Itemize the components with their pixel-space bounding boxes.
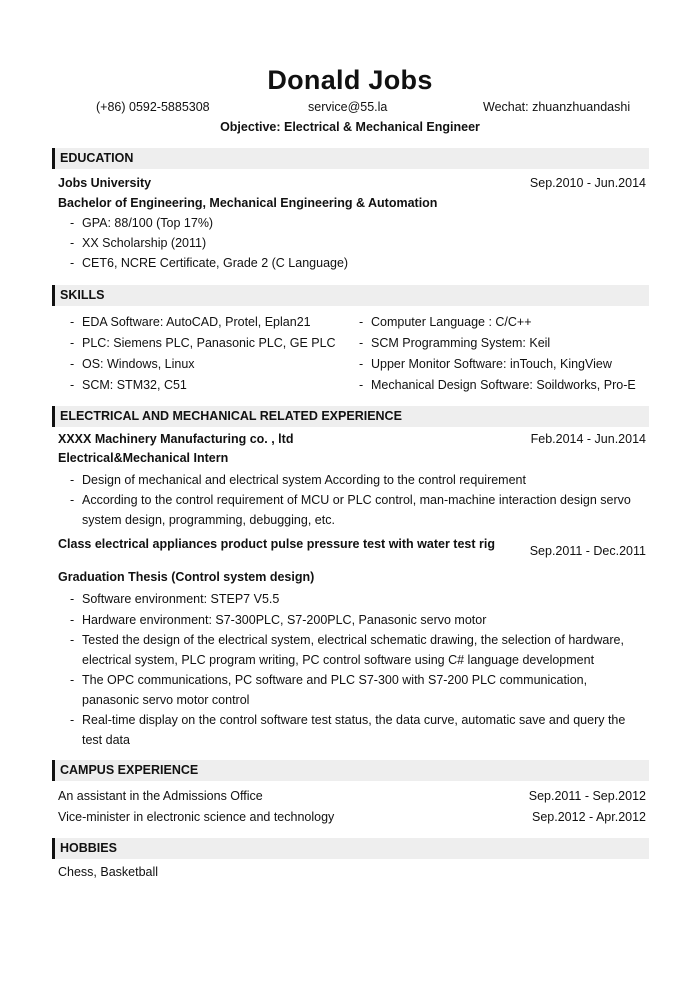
list-item <box>70 213 640 233</box>
section-header-education <box>52 148 649 169</box>
skill-text: Upper Monitor Software: inTouch, KingView <box>371 357 612 371</box>
campus-dates: Sep.2012 - Apr.2012 <box>532 810 646 824</box>
list-item <box>70 710 640 750</box>
bullet-dash: - <box>70 336 75 350</box>
list-item-text: CET6, NCRE Certificate, Grade 2 (C Language) <box>82 256 349 270</box>
bullet-dash: - <box>70 236 75 250</box>
skill-item <box>359 312 639 332</box>
job-dates: Sep.2011 - Dec.2011 <box>529 544 646 558</box>
campus-role: An assistant in the Admissions Office <box>58 789 263 803</box>
list-item <box>70 610 640 630</box>
contact-line <box>52 98 648 118</box>
bullet-dash: - <box>70 633 75 647</box>
bullet-dash: - <box>70 256 75 270</box>
bullet-dash: - <box>70 673 75 687</box>
list-item-text: According to the control requirement of MCU or PLC control, man-machine interaction design servo system design, programming, debugging, etc. <box>82 493 631 527</box>
campus-dates: Sep.2011 - Sep.2012 <box>528 789 646 803</box>
bullet-dash: - <box>70 378 75 392</box>
skill-text: SCM Programming System: Keil <box>371 336 551 350</box>
company-name: XXXX Machinery Manufacturing co. , ltd <box>58 432 294 446</box>
list-item <box>70 630 640 670</box>
hobbies-row <box>58 865 646 883</box>
bullet-dash: - <box>70 473 75 487</box>
bullet-dash: - <box>70 315 75 329</box>
section-header-experience <box>52 406 649 427</box>
bullet-dash: - <box>359 378 364 392</box>
section-header-campus <box>52 760 649 781</box>
resume-page <box>52 0 648 879</box>
bullet-dash: - <box>359 315 364 329</box>
list-item <box>70 589 640 609</box>
skill-item <box>359 375 639 395</box>
list-item-text: Design of mechanical and electrical system According to the control requirement <box>82 473 526 487</box>
list-item-text: Software environment: STEP7 V5.5 <box>82 592 280 606</box>
job1-company-row <box>58 432 646 450</box>
section-title: CAMPUS EXPERIENCE <box>60 763 199 777</box>
wechat-id: Wechat: zhuanzhuandashi <box>483 100 631 114</box>
role-text: Graduation Thesis (Control system design) <box>58 570 315 584</box>
skill-text: Mechanical Design Software: Soildworks, Pro-E <box>371 378 636 392</box>
bullet-dash: - <box>70 713 75 727</box>
skill-item <box>359 354 639 374</box>
campus-row <box>58 810 646 828</box>
objective: Objective: Electrical & Mechanical Engineer <box>220 120 480 134</box>
education-dates: Sep.2010 - Jun.2014 <box>529 176 646 190</box>
list-item-text: Tested the design of the electrical system, electrical schematic drawing, the selection of hardware, electrical system, PLC program writing, PC control software using C# language development <box>82 633 624 667</box>
list-item-text: Real-time display on the control software test status, the data curve, automatic save and query the test data <box>82 713 626 747</box>
phone-number: (+86) 0592-5885308 <box>96 100 210 114</box>
project-name: Class electrical appliances product pulse pressure test with water test rig <box>58 537 495 551</box>
bullet-dash: - <box>70 493 75 507</box>
campus-row <box>58 789 646 807</box>
job1-role <box>58 451 646 469</box>
bullet-dash: - <box>70 216 75 230</box>
list-item-text: XX Scholarship (2011) <box>82 236 207 250</box>
hobbies-text: Chess, Basketball <box>58 865 159 879</box>
list-item-text: The OPC communications, PC software and PLC S7-300 with S7-200 PLC communication, panasonic servo motor control <box>82 673 588 707</box>
job-dates: Feb.2014 - Jun.2014 <box>530 432 646 446</box>
list-item <box>70 253 640 273</box>
section-title: ELECTRICAL AND MECHANICAL RELATED EXPERIENCE <box>60 409 402 423</box>
list-item-text: GPA: 88/100 (Top 17%) <box>82 216 214 230</box>
section-title: EDUCATION <box>60 151 134 165</box>
skill-text: SCM: STM32, C51 <box>82 378 187 392</box>
section-title: SKILLS <box>60 288 105 302</box>
skill-text: Computer Language : C/C++ <box>371 315 532 329</box>
skill-text: PLC: Siemens PLC, Panasonic PLC, GE PLC <box>82 336 336 350</box>
bullet-dash: - <box>359 357 364 371</box>
skill-text: EDA Software: AutoCAD, Protel, Eplan21 <box>82 315 311 329</box>
bullet-dash: - <box>70 357 75 371</box>
bullet-dash: - <box>70 592 75 606</box>
bullet-dash: - <box>70 613 75 627</box>
role-text: Electrical&Mechanical Intern <box>58 451 229 465</box>
campus-role: Vice-minister in electronic science and technology <box>58 810 335 824</box>
section-header-skills <box>52 285 649 306</box>
list-item-text: Hardware environment: S7-300PLC, S7-200PLC, Panasonic servo motor <box>82 613 487 627</box>
email-address: service@55.la <box>308 100 388 114</box>
job2-project-row <box>58 537 646 571</box>
candidate-name: Donald Jobs <box>267 65 433 95</box>
section-header-hobbies <box>52 838 649 859</box>
education-degree <box>58 196 646 214</box>
degree-text: Bachelor of Engineering, Mechanical Engineering & Automation <box>58 196 438 210</box>
section-title: HOBBIES <box>60 841 117 855</box>
list-item <box>70 670 640 710</box>
school-name: Jobs University <box>58 176 152 190</box>
list-item <box>70 490 640 530</box>
education-school-row <box>58 176 646 194</box>
list-item <box>70 470 640 490</box>
job2-role <box>58 570 646 588</box>
skill-item <box>359 333 639 353</box>
list-item <box>70 233 640 253</box>
bullet-dash: - <box>359 336 364 350</box>
skill-text: OS: Windows, Linux <box>82 357 195 371</box>
